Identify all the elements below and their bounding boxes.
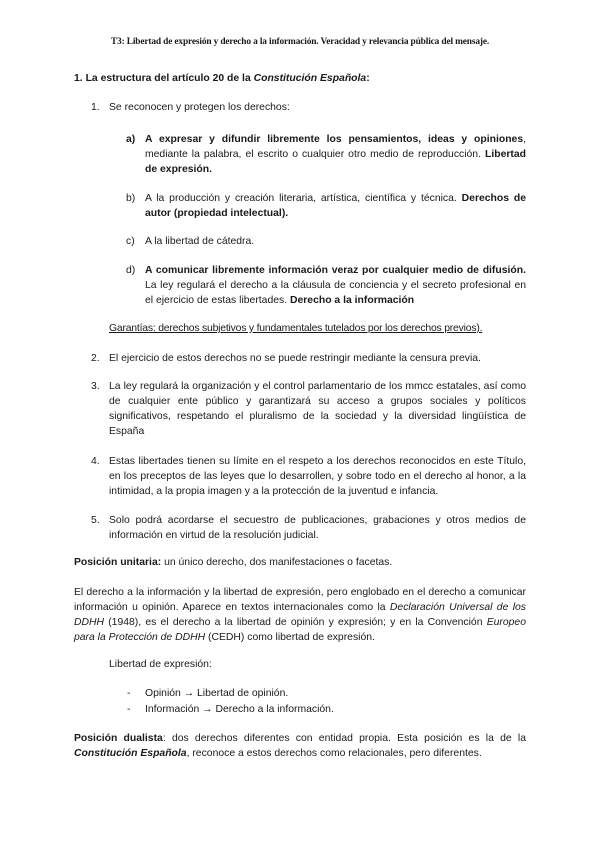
item-number: 4. [91, 456, 100, 467]
subitem-letter: b) [126, 193, 136, 204]
item-text: Estas libertades tienen su límite en el respeto a los derechos reconocidos en este Título, en los preceptos de las leyes que lo desarrollen, y sobre todo en el derecho al honor, a la intimidad, a la propia imagen y a la protección de la juventud e infancia. [109, 456, 526, 497]
para-text: (1948), es el derecho a la libertad de opinión y expresión; y en la Convención [104, 617, 487, 628]
item-text: Se reconocen y protegen los derechos: [109, 102, 290, 113]
list-bullet: - [127, 688, 131, 699]
para-em: Europeo para la Protección de DDHH [74, 617, 526, 643]
item-text: La ley regulará la organización y el control parlamentario de los mmcc estatales, así como de cualquier ente público y garantizará su acceso a grupos sociales y políticos significativos, respetando el pluralismo de la sociedad y la diversidad lingüística de España [109, 381, 526, 437]
section-title-post: : [366, 73, 370, 84]
dualist-text: : dos derechos diferentes con entidad propia. Esta posición es la de la [162, 733, 526, 744]
list-item: Opinión → Libertad de opinión. [145, 688, 289, 699]
dualist-position [74, 731, 526, 761]
item-text: Solo podrá acordarse el secuestro de publicaciones, grabaciones y otros medios de información en virtud de la resolución judicial. [109, 515, 526, 541]
dualist-text: , reconoce a estos derechos como relacionales, pero diferentes. [186, 748, 482, 759]
header-title: : Libertad de expresión y derecho a la información. Veracidad y relevancia pública del mensaje. [121, 37, 490, 47]
section-heading [74, 71, 370, 86]
subitem-a [145, 132, 526, 177]
page-header [0, 37, 600, 47]
subitem-bold: A comunicar libremente información veraz por cualquier medio de difusión. [145, 265, 526, 276]
subitem-b [145, 191, 526, 221]
subitem-letter: c) [126, 236, 135, 247]
subitem-letter: a) [126, 134, 136, 145]
list-item: Información → Derecho a la información. [145, 704, 334, 715]
para-text: El derecho a la información y la libertad de expresión, pero englobado en el derecho a comunicar información u opinión. Aparece en textos internacionales como la [74, 587, 526, 613]
subitem-text: La ley regulará el derecho a la cláusula de conciencia y el secreto profesional en el ejercicio de estas libertades. [145, 280, 526, 306]
para-text: (CEDH) como libertad de expresión. [205, 632, 375, 643]
subitem-c: A la libertad de cátedra. [145, 236, 255, 247]
unitary-paragraph [74, 585, 526, 645]
item-number: 3. [91, 381, 100, 392]
subitem-tag: Libertad de expresión. [145, 149, 527, 175]
unitary-position [74, 555, 392, 570]
section-title-pre: La estructura del artículo 20 de la [85, 73, 254, 84]
unitary-label: Posición unitaria: [74, 557, 162, 568]
dualist-em: Constitución Española [74, 748, 187, 759]
subitem-bold: A expresar y difundir libremente los pensamientos, ideas y opiniones [145, 134, 524, 145]
subitem-text: , mediante la palabra, el escrito o cualquier otro medio de reproducción. [145, 134, 526, 160]
section-title-em: Constitución Española [253, 73, 367, 84]
subitem-letter: d) [126, 265, 136, 276]
guarantees-note: Garantías: derechos subjetivos y fundamentales tutelados por los derechos previos). [109, 323, 483, 334]
item-number: 2. [91, 353, 100, 364]
item-number: 1. [91, 102, 100, 113]
para-em: Declaración Universal de los DDHH [74, 602, 526, 628]
section-number: 1. [74, 73, 83, 84]
topic-code: T3 [110, 37, 122, 47]
item-number: 5. [91, 515, 100, 526]
subitem-tag: Derechos de autor (propiedad intelectual). [145, 193, 527, 219]
list-bullet: - [127, 704, 131, 715]
freedom-title: Libertad de expresión: [109, 659, 212, 670]
subitem-d [145, 263, 526, 308]
item-text: El ejercicio de estos derechos no se puede restringir mediante la censura previa. [109, 353, 481, 364]
unitary-text: un único derecho, dos manifestaciones o facetas. [161, 557, 393, 568]
subitem-text: A la producción y creación literaria, artística, científica y técnica. [145, 193, 462, 204]
dualist-label: Posición dualista [74, 733, 163, 744]
subitem-tag: Derecho a la información [289, 295, 415, 306]
